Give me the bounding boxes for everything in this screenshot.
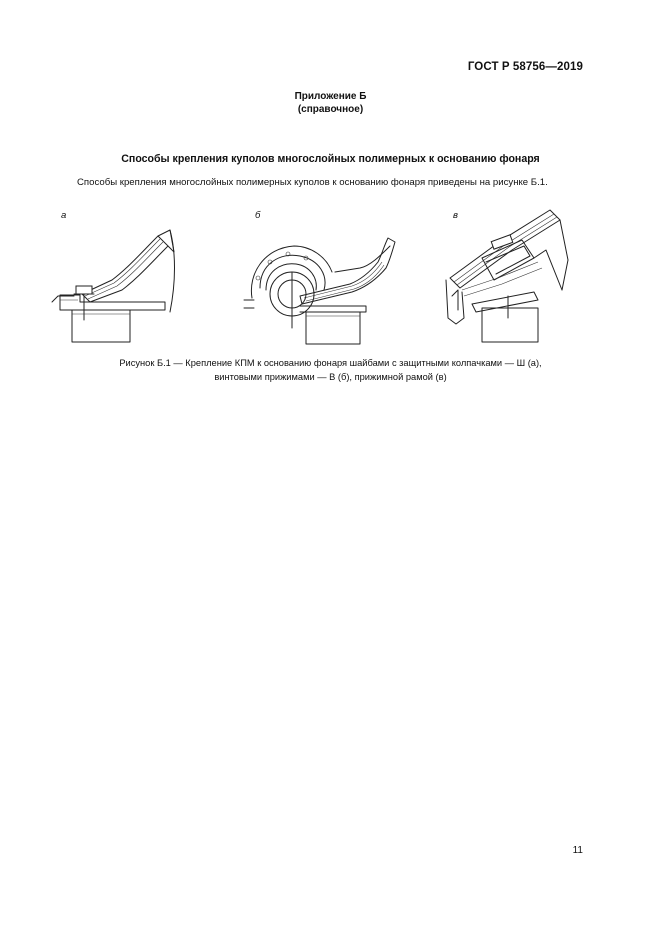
- panel-letter-a: а: [61, 210, 67, 221]
- intro-paragraph: Способы крепления многослойных полимерных куполов к основанию фонаря приведены на рисунке Б.1.: [77, 177, 548, 188]
- appendix-subtitle: (справочное): [297, 104, 364, 115]
- panel-letter-b: б: [255, 210, 261, 221]
- section-heading: Способы крепления куполов многослойных полимерных к основанию фонаря: [121, 153, 540, 165]
- page-number: 11: [572, 845, 583, 856]
- figure-b-screw-clamp: [240, 228, 410, 348]
- panel-letter-v: в: [453, 210, 458, 221]
- figure-v-clamp-frame: [442, 200, 582, 345]
- figure-caption-line-1: Рисунок Б.1 — Крепление КПМ к основанию фонаря шайбами с защитными колпачками — Ш (а),: [119, 358, 542, 368]
- figure-caption-line-2: винтовыми прижимами — В (б), прижимной рамой (в): [214, 372, 447, 382]
- figure-a-washer-mount: [50, 222, 185, 347]
- standard-number: ГОСТ Р 58756—2019: [467, 61, 583, 73]
- appendix-title: Приложение Б: [294, 91, 367, 102]
